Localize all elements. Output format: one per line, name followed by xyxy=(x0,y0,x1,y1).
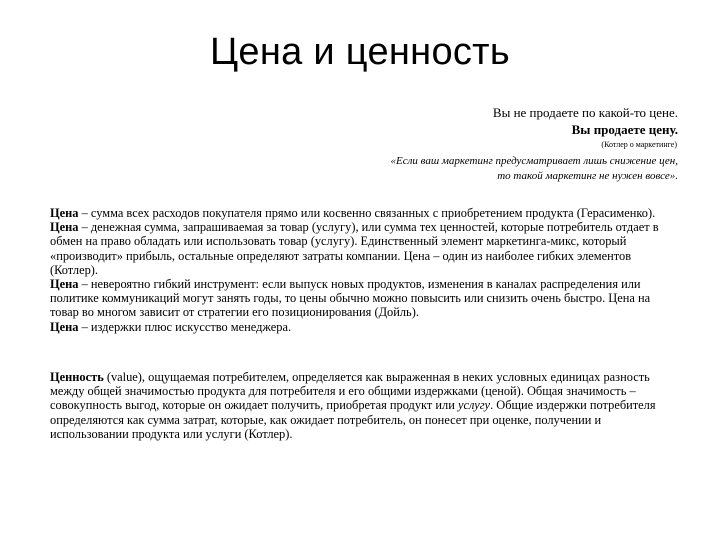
price-definition xyxy=(50,206,675,220)
epigraph-line-1: Вы не продаете по какой-то цене. xyxy=(492,105,678,120)
value-text-part-1: (value), ощущаемая потребителем, определяется как выраженная в неких условных единицах разность между общей значимостью продукта для потребителя и его общими издержками (ценой). Общая значимость – совокупность выгод, которые он ожидает получить, приобретая продукт или xyxy=(50,370,650,413)
price-definition xyxy=(50,220,675,277)
price-definitions xyxy=(50,206,675,334)
slide-title: Цена и ценность xyxy=(210,31,510,73)
definition-text: – невероятно гибкий инструмент: если выпуск новых продуктов, изменения в каналах распределения или политике коммуникаций могут занять годы, то цены обычно можно повысить или снизить очень быстро. Цена на товар во многом зависит от стратегии его позиционирования (Дойль). xyxy=(50,277,651,320)
value-text-part-2: . Общие издержки потребителя определяются как сумма затрат, которые, как ожидает потребитель, он понесет при оценке, получении и использовании продукта или услуги (Котлер). xyxy=(50,398,656,441)
epigraph-quote-line-2: то такой маркетинг не нужен вовсе». xyxy=(497,170,678,182)
epigraph-quote xyxy=(258,154,678,184)
epigraph xyxy=(258,104,678,184)
value-italic-word: услугу xyxy=(457,398,491,413)
epigraph-source: (Котлер о маркетинге) xyxy=(601,140,677,149)
definition-text: – денежная сумма, запрашиваемая за товар (услугу), или сумма тех ценностей, которые потребитель отдает в обмен на право обладать или использовать товар (услугу). Единственный элемент маркетинга-микс, который «производит» прибыль, остальные определяют затраты компании. Цена – один из наиболее гибких элементов (Котлер). xyxy=(50,220,659,277)
definition-term: Цена xyxy=(50,220,79,235)
price-definition xyxy=(50,277,675,320)
definition-term: Цена xyxy=(50,319,79,334)
definition-text: – издержки плюс искусство менеджера. xyxy=(78,319,292,334)
value-definition xyxy=(50,370,680,441)
definition-term: Цена xyxy=(50,277,79,292)
definition-term: Цена xyxy=(50,206,79,220)
definition-text: – сумма всех расходов покупателя прямо или косвенно связанных с приобретением продукта (Герасименко). xyxy=(78,206,656,220)
epigraph-quote-line-1: «Если ваш маркетинг предусматривает лишь снижение цен, xyxy=(390,155,678,167)
price-definition xyxy=(50,320,675,334)
value-term: Ценность xyxy=(50,370,104,384)
epigraph-line-2: Вы продаете цену. xyxy=(571,122,678,137)
